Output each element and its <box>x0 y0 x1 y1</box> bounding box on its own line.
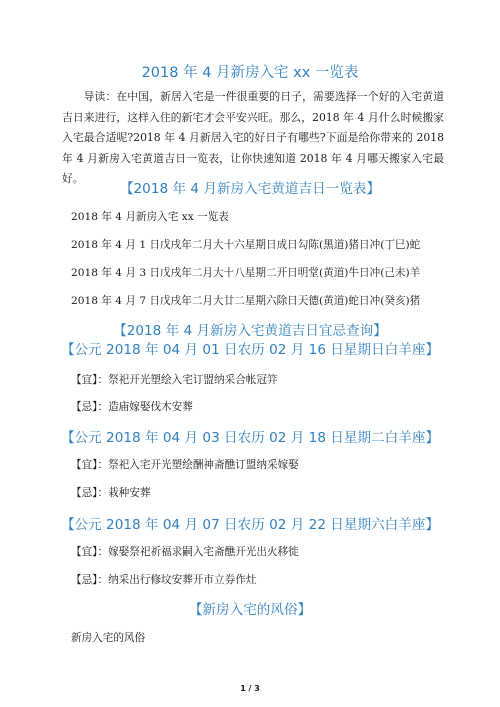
document-title: 2018 年 4 月新房入宅 xx 一览表 <box>141 65 359 81</box>
section-heading-calendar: 【2018 年 4 月新房入宅黄道吉日一览表】 <box>119 181 381 197</box>
day-heading: 【公元 2018 年 04 月 07 日农历 02 月 22 日星期六白羊座】 <box>60 517 440 533</box>
section-heading-customs: 【新房入宅的风俗】 <box>188 602 312 618</box>
yi-line: 【宜】：祭祀开光塑绘入宅订盟纳采合帐冠笄 <box>71 374 278 386</box>
ji-line: 【忌】：造庙嫁娶伐木安葬 <box>71 401 193 413</box>
day-heading: 【公元 2018 年 04 月 03 日农历 02 月 18 日星期二白羊座】 <box>60 430 440 446</box>
section-heading-yiji: 【2018 年 4 月新房入宅黄道吉日宜忌查询】 <box>113 323 387 339</box>
customs-line: 新房入宅的风俗 <box>71 632 146 644</box>
yi-line: 【宜】：嫁娶祭祀祈福求嗣入宅斋醮开光出火移徙 <box>71 546 299 558</box>
calendar-line: 2018 年 4 月新房入宅 xx 一览表 <box>71 211 229 223</box>
intro-paragraph: 导读：在中国，新居入宅是一件很重要的日子，需要选择一个好的入宅黄道吉日来进行，这样入住的新宅才会平安兴旺。那么，2018 年 4 月什么时候搬家入宅最合适呢?2018 年 4 月新居入宅的好日子有哪些?下面是给你带来的 2018 年 4 月新房入宅黄道吉日一览表，让你快速知道 2018 年 4 月哪天搬家入宅最好。 <box>62 90 444 185</box>
ji-line: 【忌】：纳采出行修坟安葬开市立券作灶 <box>71 574 257 586</box>
yi-line: 【宜】：祭祀入宅开光塑绘酬神斋醮订盟纳采嫁娶 <box>71 459 299 471</box>
calendar-line: 2018 年 4 月 3 日戊戌年二月大十八星期二开日明堂(黄道)牛日冲(己未)羊 <box>71 267 421 279</box>
day-heading: 【公元 2018 年 04 月 01 日农历 02 月 16 日星期日白羊座】 <box>60 342 440 358</box>
calendar-line: 2018 年 4 月 7 日戊戌年二月大廿二星期六除日天德(黄道)蛇日冲(癸亥)猪 <box>71 295 421 307</box>
calendar-line: 2018 年 4 月 1 日戊戌年二月大十六星期日成日勾陈(黑道)猪日冲(丁巳)蛇 <box>71 239 421 251</box>
ji-line: 【忌】：栽种安葬 <box>71 487 151 499</box>
page-number: 1 / 3 <box>240 684 260 693</box>
